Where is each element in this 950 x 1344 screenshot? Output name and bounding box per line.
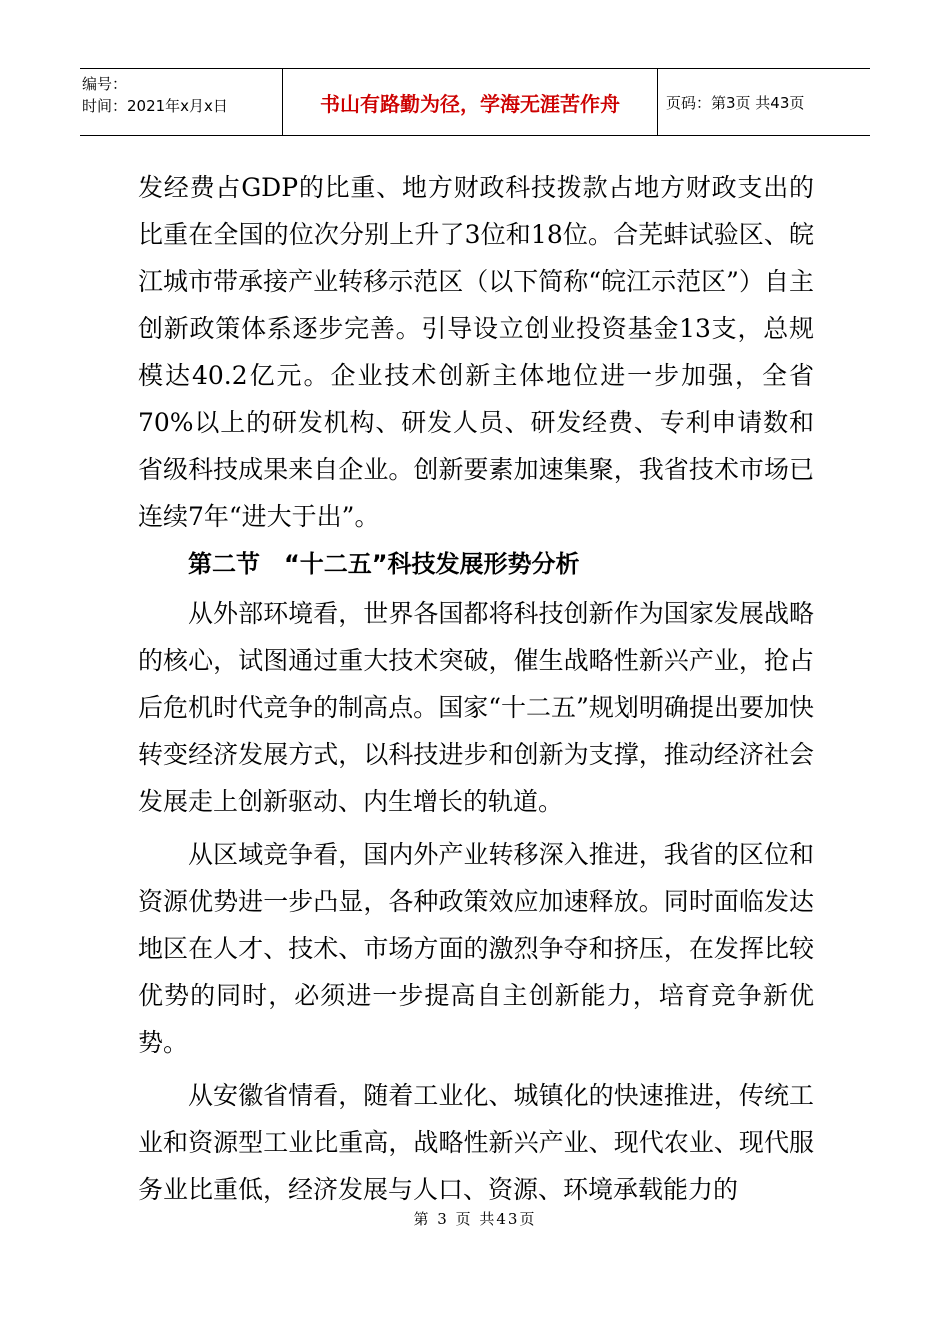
page-footer: 第 3 页 共43页 [413, 1210, 537, 1228]
paragraph-external-environment: 从外部环境看，世界各国都将科技创新作为国家发展战略的核心，试图通过重大技术突破，催生战略性新兴产业，抢占后危机时代竞争的制高点。国家“十二五”规划明确提出要加快转变经济发展方式，以科技进步和创新为支撑，推动经济社会发展走上创新驱动、内生增长的轨道。 [138, 599, 814, 816]
header-motto: 书山有路勤为径，学海无涯苦作舟 [283, 69, 658, 135]
paragraph-regional-competition: 从区域竞争看，国内外产业转移深入推进，我省的区位和资源优势进一步凸显，各种政策效应加速释放。同时面临发达地区在人才、技术、市场方面的激烈争夺和挤压，在发挥比较优势的同时，必须进一步提高自主创新能力，培育竞争新优势。 [138, 840, 814, 1057]
header-page-info: 页码：第3页 共43页 [666, 93, 805, 112]
paragraph-continued: 发经费占GDP的比重、地方财政科技拨款占地方财政支出的比重在全国的位次分别上升了3位和18位。合芜蚌试验区、皖江城市带承接产业转移示范区（以下简称“皖江示范区”）自主创新政策体系逐步完善。引导设立创业投资基金13支，总规模达40.2亿元。企业技术创新主体地位进一步加强，全省70%以上的研发机构、研发人员、研发经费、专利申请数和省级科技成果来自企业。创新要素加速集聚，我省技术市场已连续7年“进大于出”。 [138, 173, 814, 531]
time-label: 时间：2021年x月x日 [82, 97, 228, 115]
section-title: 第二节 “十二五”科技发展形势分析 [188, 550, 580, 578]
document-body [138, 164, 814, 1213]
page-header [80, 68, 870, 136]
code-label: 编号： [82, 75, 128, 93]
header-meta [80, 69, 283, 135]
paragraph-provincial-situation: 从安徽省情看，随着工业化、城镇化的快速推进，传统工业和资源型工业比重高，战略性新兴产业、现代农业、现代服务业比重低，经济发展与人口、资源、环境承载能力的 [138, 1081, 814, 1204]
